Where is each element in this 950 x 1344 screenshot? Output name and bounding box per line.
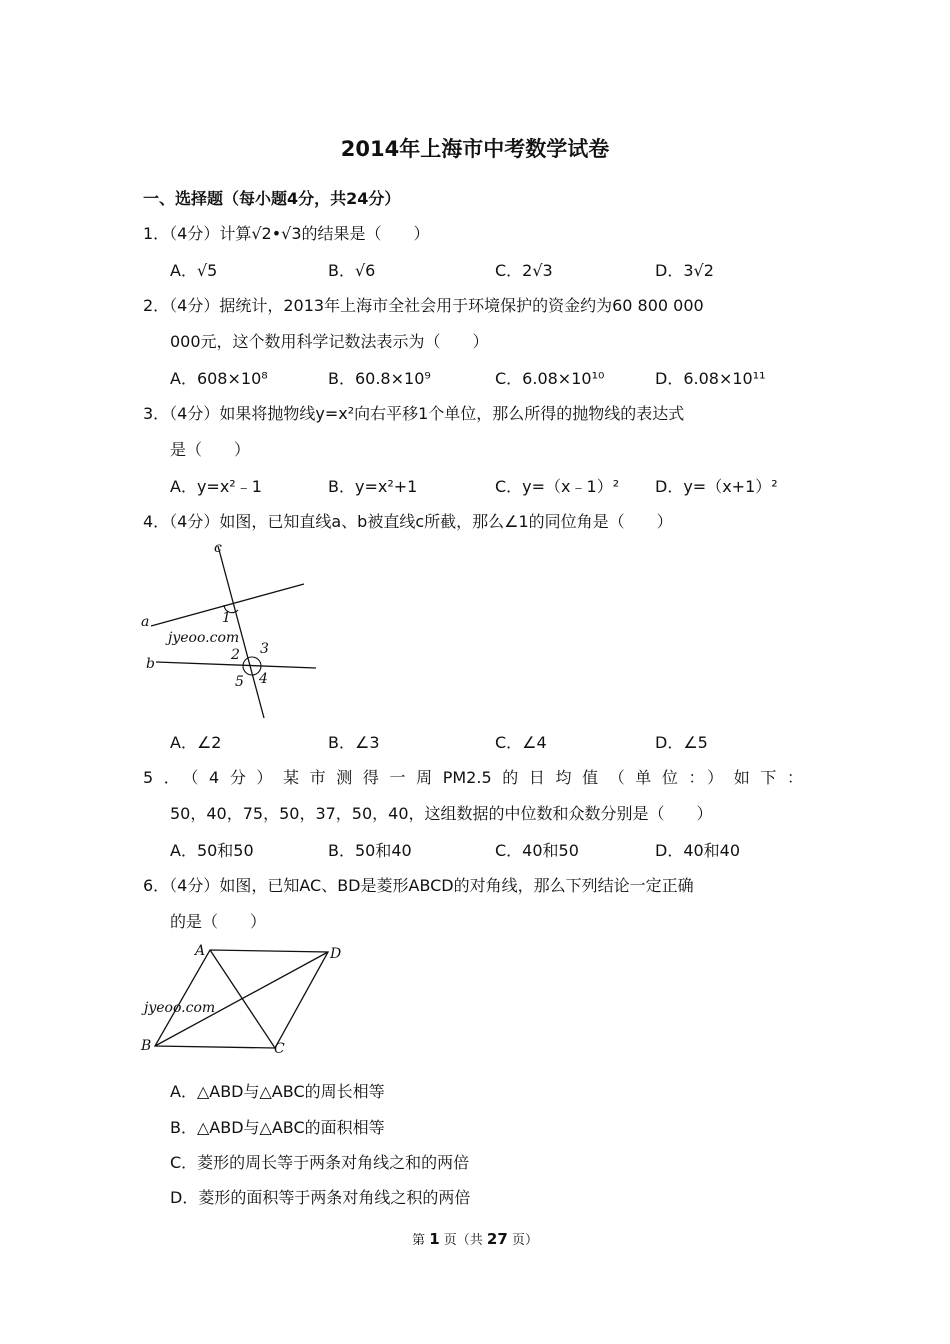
q5-option-b: B．50和40 (328, 841, 412, 860)
question-2-stem-line1: 2．（4分）据统计，2013年上海市全社会用于环境保护的资金约为60 800 000 (143, 296, 704, 315)
q5-option-c: C．40和50 (495, 841, 579, 860)
label-angle-2: 2 (231, 647, 240, 663)
footer-total-pages: 27 (486, 1230, 508, 1248)
question-6-stem-line2: 的是（ ） (170, 912, 267, 931)
label-angle-1: 1 (222, 610, 231, 626)
footer-prefix: 第 (412, 1233, 426, 1248)
label-angle-3: 3 (260, 641, 269, 657)
page-title: 2014年上海市中考数学试卷 (340, 137, 610, 161)
watermark: jyeoo.com (168, 630, 240, 646)
q3-option-d: D．y=（x+1）² (655, 477, 778, 496)
q4-option-c: C．∠4 (495, 733, 547, 752)
q6-option-d: D．菱形的面积等于两条对角线之积的两倍 (170, 1188, 471, 1207)
q6-option-a: A．△ABD与△ABC的周长相等 (170, 1082, 385, 1101)
question-5-stem-line1: 5．（4分）某市测得一周PM2.5的日均值（单位：）如下： (143, 768, 803, 787)
footer-suffix: 页） (511, 1233, 538, 1248)
q2-option-a: A．608×10⁸ (170, 369, 268, 388)
label-angle-5: 5 (235, 674, 244, 690)
q2-option-c: C．6.08×10¹⁰ (495, 369, 605, 388)
q4-option-d: D．∠5 (655, 733, 708, 752)
label-b: b (146, 656, 155, 672)
q6-option-b: B．△ABD与△ABC的面积相等 (170, 1118, 385, 1137)
q1-option-a: A．√5 (170, 261, 218, 280)
q3-option-c: C．y=（x﹣1）² (495, 477, 620, 496)
label-angle-4: 4 (259, 671, 268, 687)
q6-option-c: C．菱形的周长等于两条对角线之和的两倍 (170, 1153, 470, 1172)
watermark: jyeoo.com (144, 1000, 216, 1016)
label-vertex-a: A (195, 943, 206, 959)
label-vertex-b: B (141, 1038, 152, 1054)
figure-parallel-lines (138, 538, 323, 723)
label-a: a (141, 614, 150, 630)
question-5-stem-line2: 50，40，75，50，37，50，40，这组数据的中位数和众数分别是（ ） (170, 804, 713, 823)
q2-option-d: D．6.08×10¹¹ (655, 369, 766, 388)
question-3-stem-line1: 3．（4分）如果将抛物线y=x²向右平移1个单位，那么所得的抛物线的表达式 (143, 404, 685, 423)
q4-option-b: B．∠3 (328, 733, 380, 752)
label-c: c (214, 540, 222, 556)
question-1-stem: 1．（4分）计算√2•√3的结果是（ ） (143, 224, 430, 243)
q1-option-c: C．2√3 (495, 261, 553, 280)
footer-middle: 页（共 (443, 1233, 483, 1248)
question-2-stem-line2: 000元，这个数用科学记数法表示为（ ） (170, 332, 489, 351)
page-footer (0, 1229, 950, 1248)
section-heading: 一、选择题（每小题4分，共24分） (143, 189, 401, 208)
label-vertex-d: D (330, 946, 342, 962)
q5-option-a: A．50和50 (170, 841, 254, 860)
question-4-stem: 4．（4分）如图，已知直线a、b被直线c所截，那么∠1的同位角是（ ） (143, 512, 673, 531)
figure-rhombus (138, 940, 348, 1060)
q3-option-a: A．y=x²﹣1 (170, 477, 262, 496)
q5-option-d: D．40和40 (655, 841, 741, 860)
q2-option-b: B．60.8×10⁹ (328, 369, 431, 388)
question-6-stem-line1: 6．（4分）如图，已知AC、BD是菱形ABCD的对角线，那么下列结论一定正确 (143, 876, 694, 895)
footer-page-number: 1 (429, 1230, 440, 1248)
label-vertex-c: C (274, 1041, 285, 1057)
question-3-stem-line2: 是（ ） (170, 440, 251, 459)
q1-option-d: D．3√2 (655, 261, 714, 280)
q1-option-b: B．√6 (328, 261, 376, 280)
q3-option-b: B．y=x²+1 (328, 477, 418, 496)
q4-option-a: A．∠2 (170, 733, 222, 752)
